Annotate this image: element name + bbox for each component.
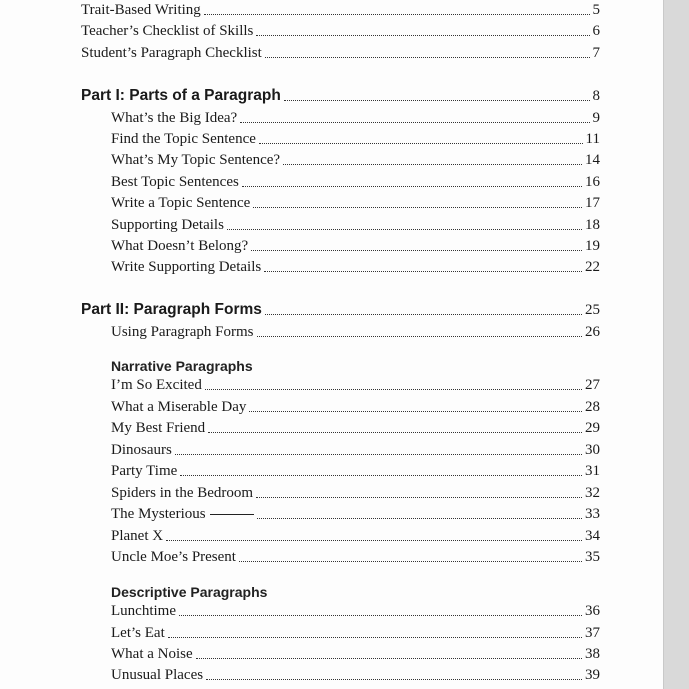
toc-entry-title: Best Topic Sentences — [111, 174, 239, 190]
toc-entry[interactable] — [111, 237, 600, 255]
toc-entry[interactable] — [111, 602, 600, 620]
part-page: 8 — [592, 88, 600, 104]
toc-entry-title: Trait-Based Writing — [81, 2, 201, 18]
toc-entry-page: 35 — [585, 549, 600, 565]
toc-entry-page: 28 — [585, 399, 600, 415]
toc-entry[interactable] — [81, 22, 600, 40]
toc-entry[interactable] — [111, 109, 600, 127]
toc-entry[interactable] — [111, 194, 600, 212]
toc-entry-title: My Best Friend — [111, 420, 206, 436]
toc-entry-page: 30 — [585, 442, 600, 458]
toc-entry-title: Supporting Details — [111, 217, 224, 233]
toc-entry[interactable] — [111, 323, 600, 341]
toc-entry-title: Find the Topic Sentence — [111, 131, 256, 147]
toc-entry-page: 29 — [585, 420, 600, 436]
toc-entry-page: 16 — [585, 174, 600, 190]
toc-entry-page: 31 — [585, 463, 600, 479]
toc-entry-title: What Doesn’t Belong? — [111, 238, 249, 254]
toc-entry-title: What’s the Big Idea? — [111, 110, 238, 126]
toc-entry[interactable] — [111, 419, 600, 437]
toc-entry-title: Planet X — [111, 528, 164, 544]
toc-entry[interactable] — [111, 527, 600, 545]
toc-entry-title: What a Noise — [111, 646, 193, 662]
dot-leader — [168, 636, 582, 638]
toc-entry-page: 11 — [585, 131, 600, 147]
dot-leader — [205, 388, 582, 390]
toc-entry-page: 38 — [585, 646, 600, 662]
toc-entry-page: 33 — [585, 506, 600, 522]
part-page: 25 — [585, 302, 600, 318]
toc-entry-title: What a Miserable Day — [111, 399, 247, 415]
dot-leader — [166, 539, 582, 541]
toc-entry-title: Let’s Eat — [111, 625, 165, 641]
toc-entry-title: Party Time — [111, 463, 178, 479]
toc-entry-title: Write a Topic Sentence — [111, 195, 251, 211]
toc-entry[interactable] — [111, 151, 600, 169]
toc-entry[interactable] — [111, 398, 600, 416]
dot-leader — [204, 13, 590, 15]
toc-entry-title: Using Paragraph Forms — [111, 324, 254, 340]
toc-entry-title: I’m So Excited — [111, 377, 202, 393]
dot-leader — [265, 313, 582, 315]
toc-entry[interactable] — [111, 484, 600, 502]
dot-leader — [208, 431, 582, 433]
blank-line — [210, 514, 254, 515]
toc-entry-page: 18 — [585, 217, 600, 233]
dot-leader — [179, 614, 582, 616]
dot-leader — [264, 270, 582, 272]
toc-entry-title: Student’s Paragraph Checklist — [81, 45, 262, 61]
dot-leader — [259, 142, 583, 144]
toc-entry-title-text: The Mysterious — [111, 506, 206, 522]
toc-entry-page: 7 — [592, 45, 600, 61]
toc-entry-title: Lunchtime — [111, 603, 176, 619]
dot-leader — [257, 335, 583, 337]
toc-entry-page: 39 — [585, 667, 600, 683]
dot-leader — [206, 678, 582, 680]
toc-entry-page: 34 — [585, 528, 600, 544]
dot-leader — [251, 249, 582, 251]
dot-leader — [284, 99, 590, 101]
toc-entry-page: 36 — [585, 603, 600, 619]
toc-entry-page: 32 — [585, 485, 600, 501]
toc-entry-page: 17 — [585, 195, 600, 211]
dot-leader — [196, 657, 582, 659]
dot-leader — [242, 185, 582, 187]
toc-entry[interactable] — [81, 1, 600, 19]
toc-entry-title: Write Supporting Details — [111, 259, 262, 275]
toc-entry-page: 27 — [585, 377, 600, 393]
toc-entry[interactable] — [111, 666, 600, 684]
dot-leader — [253, 206, 582, 208]
toc-entry[interactable] — [111, 173, 600, 191]
toc-entry[interactable] — [111, 624, 600, 642]
toc-part-heading[interactable] — [81, 301, 600, 319]
toc-entry-page: 5 — [592, 2, 600, 18]
toc-entry-title — [111, 505, 254, 523]
dot-leader — [283, 163, 582, 165]
toc-entry[interactable] — [111, 216, 600, 234]
dot-leader — [175, 453, 582, 455]
toc-entry[interactable] — [111, 462, 600, 480]
toc-entry[interactable] — [111, 548, 600, 566]
toc-entry-title: What’s My Topic Sentence? — [111, 152, 281, 168]
toc-entry-title: Teacher’s Checklist of Skills — [81, 23, 254, 39]
dot-leader — [239, 560, 582, 562]
toc-entry[interactable] — [111, 130, 600, 148]
dot-leader — [257, 517, 582, 519]
dot-leader — [256, 34, 589, 36]
toc-entry[interactable] — [111, 441, 600, 459]
toc-entry[interactable] — [111, 505, 600, 523]
dot-leader — [256, 496, 582, 498]
toc-entry[interactable] — [111, 645, 600, 663]
dot-leader — [265, 56, 590, 58]
toc-entry-page: 9 — [592, 110, 600, 126]
section-heading-narrative: Narrative Paragraphs — [111, 358, 253, 374]
toc-entry[interactable] — [111, 376, 600, 394]
toc-entry[interactable] — [81, 44, 600, 62]
toc-entry-page: 6 — [592, 23, 600, 39]
section-heading-descriptive: Descriptive Paragraphs — [111, 584, 268, 600]
toc-entry[interactable] — [111, 258, 600, 276]
toc-entry-page: 19 — [585, 238, 600, 254]
toc-entry-title: Dinosaurs — [111, 442, 172, 458]
toc-entry-page: 26 — [585, 324, 600, 340]
toc-entry-page: 22 — [585, 259, 600, 275]
toc-entry-page: 37 — [585, 625, 600, 641]
dot-leader — [249, 410, 582, 412]
part-title: Part II: Paragraph Forms — [81, 301, 262, 318]
dot-leader — [180, 474, 582, 476]
dot-leader — [240, 121, 589, 123]
toc-entry-title: Spiders in the Bedroom — [111, 485, 254, 501]
toc-entry-title: Unusual Places — [111, 667, 204, 683]
part-title: Part I: Parts of a Paragraph — [81, 87, 281, 104]
dot-leader — [227, 228, 582, 230]
toc-part-heading[interactable] — [81, 87, 600, 105]
toc-entry-page: 14 — [585, 152, 600, 168]
toc-entry-title: Uncle Moe’s Present — [111, 549, 236, 565]
